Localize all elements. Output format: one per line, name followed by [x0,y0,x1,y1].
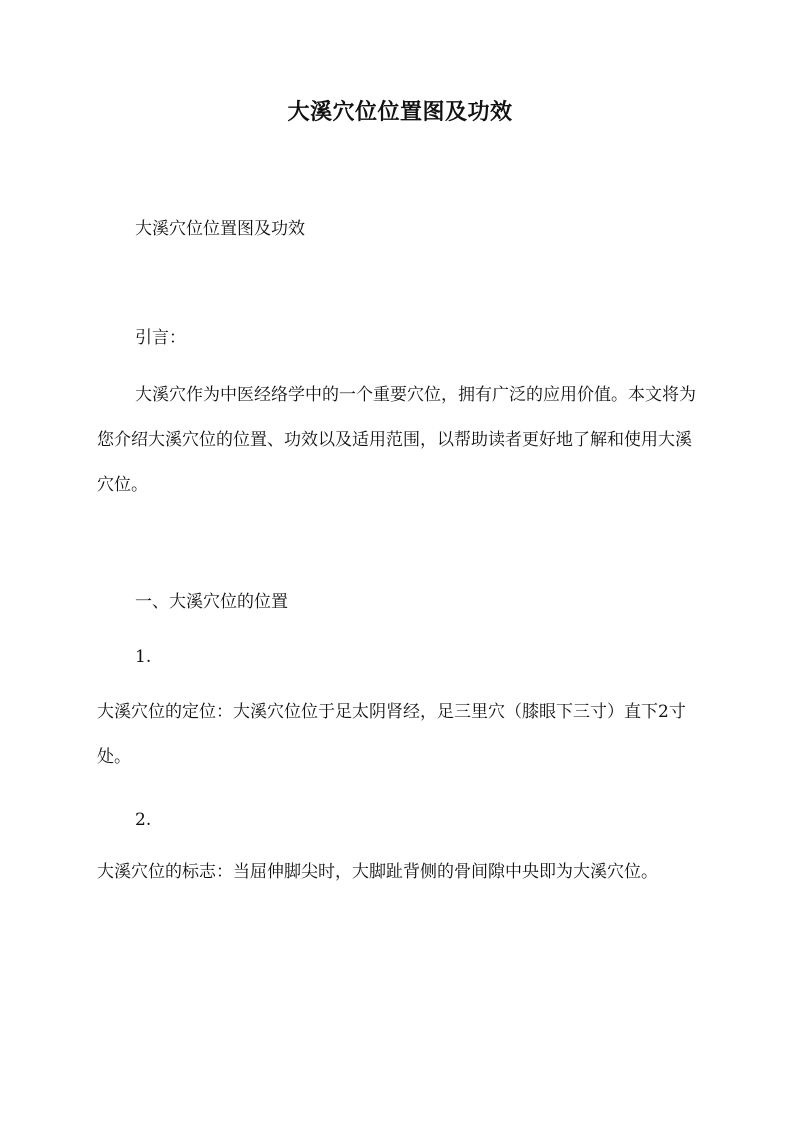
intro-paragraph: 大溪穴作为中医经络学中的一个重要穴位，拥有广泛的应用价值。本文将为您介绍大溪穴位的位置、功效以及适用范围，以帮助读者更好地了解和使用大溪穴位。 [97,385,696,495]
document-subheading: 大溪穴位位置图及功效 [135,219,305,239]
document-title: 大溪穴位位置图及功效 [287,99,513,125]
list-item-text: 大溪穴位的标志：当屈伸脚尖时，大脚趾背侧的骨间隙中央即为大溪穴位。 [97,862,658,882]
list-item-number: 2. [135,810,152,830]
section-heading: 一、大溪穴位的位置 [135,592,288,612]
intro-label: 引言： [135,328,186,348]
list-item-number: 1. [135,647,152,667]
list-item-text: 大溪穴位的定位：大溪穴位位于足太阴肾经，足三里穴（膝眼下三寸）直下2寸处。 [97,702,686,767]
